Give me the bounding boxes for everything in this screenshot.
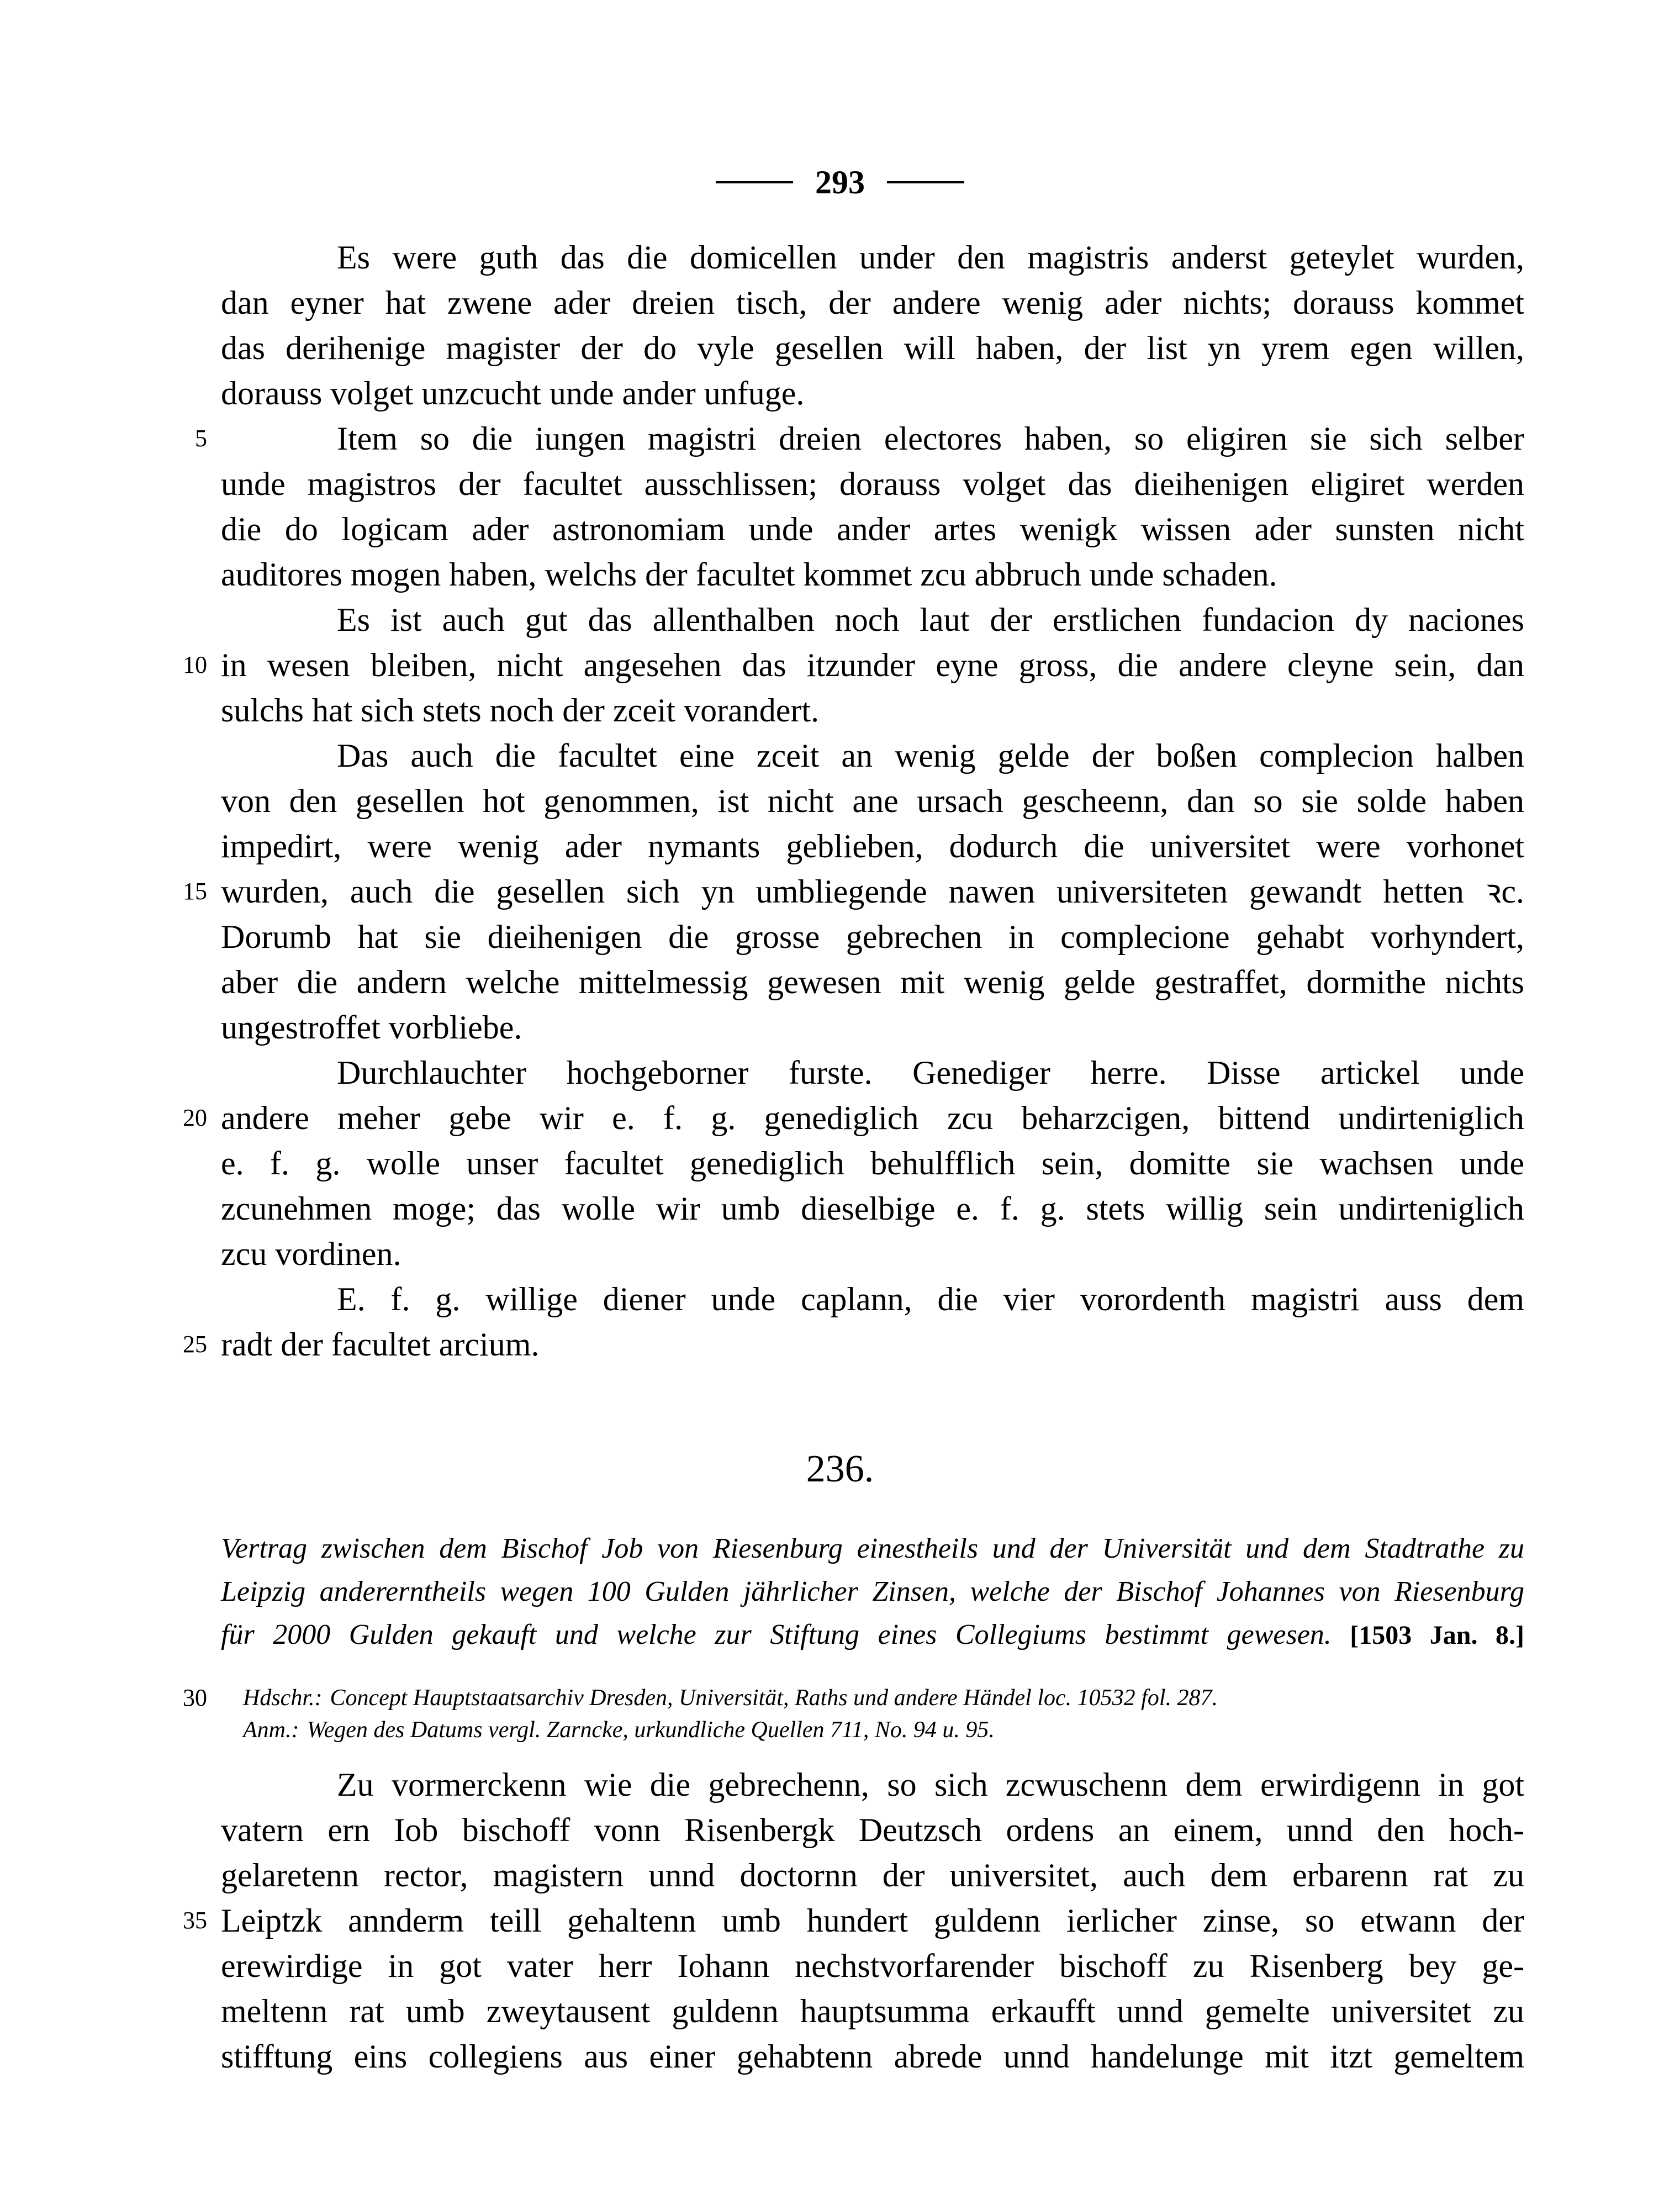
text-line <box>221 824 1524 869</box>
line-text: dorauss volget unzcucht unde ander unfuge. <box>221 375 805 412</box>
line-text: wurden, auch die gesellen sich yn umbliegende nawen universiteten gewandt hetten ꝛc. <box>221 873 1524 910</box>
document-number: 236. <box>806 1448 874 1490</box>
text-line <box>221 461 1524 507</box>
text-line <box>221 1943 1524 1988</box>
summary-line <box>221 1613 1524 1657</box>
line-text: Item so die iungen magistri dreien electores haben, so eligiren sie sich selber <box>337 420 1524 457</box>
upper-text-block <box>183 235 1524 1367</box>
text-line <box>221 1141 1524 1186</box>
line-number: 5 <box>195 425 207 452</box>
text-line <box>183 1898 1524 1943</box>
summary-date: [1503 Jan. 8.] <box>1350 1621 1524 1650</box>
header-rule-right <box>887 181 964 183</box>
document-summary <box>221 1527 1524 1657</box>
line-number: 30 <box>183 1684 207 1711</box>
text-line <box>183 1095 1524 1141</box>
line-text: Dorumb hat sie dieihenigen die grosse gebrechen in complecione gehabt vorhyndert, <box>221 919 1524 955</box>
line-text: stifftung eins collegiens aus einer gehabtenn abrede unnd handelunge mit itzt gemeltem <box>221 2038 1524 2075</box>
text-line <box>195 416 1524 461</box>
line-text: Durchlauchter hochgeborner furste. Genediger herre. Disse artickel unde <box>337 1054 1524 1091</box>
text-line <box>221 1186 1524 1231</box>
line-text: sulchs hat sich stets noch der zceit vorandert. <box>221 692 819 729</box>
source-line-hdschr <box>183 1682 1513 1714</box>
text-line <box>221 280 1524 325</box>
text-line <box>221 688 1524 733</box>
line-number: 35 <box>183 1907 207 1934</box>
line-text: meltenn rat umb zweytausent guldenn hauptsumma erkaufft unnd gemelte universitet zu <box>221 1993 1524 2029</box>
line-text: ungestroffet vorbliebe. <box>221 1009 522 1046</box>
text-line <box>221 1050 1524 1095</box>
line-text: auditores mogen haben, welchs der facultet kommet zcu abbruch unde schaden. <box>221 556 1277 593</box>
line-text: in wesen bleiben, nicht angesehen das itzunder eyne gross, die andere cleyne sein, dan <box>221 647 1524 683</box>
hdschr-text: Concept Hauptstaatsarchiv Dresden, Universität, Raths und andere Händel loc. 10532 fol. 287. <box>330 1685 1218 1711</box>
summary-line: Vertrag zwischen dem Bischof Job von Riesenburg einestheils und der Universität und dem Stadtrathe zu <box>221 1533 1524 1564</box>
line-text: zcu vordinen. <box>221 1236 401 1272</box>
line-text: radt der facultet arcium. <box>221 1326 540 1363</box>
line-text: impedirt, were wenig ader nymants geblieben, dodurch die universitet were vorhonet <box>221 828 1524 864</box>
line-number: 15 <box>183 878 207 905</box>
line-text: dan eyner hat zwene ader dreien tisch, der andere wenig ader nichts; dorauss kommet <box>221 284 1524 321</box>
page-header <box>0 166 1680 199</box>
summary-line-text: für 2000 Gulden gekauft und welche zur Stiftung eines Collegiums bestimmt gewesen. <box>221 1619 1332 1650</box>
line-text: das derihenige magister der do vyle gesellen will haben, der list yn yrem egen willen, <box>221 330 1524 366</box>
text-line <box>221 2034 1524 2079</box>
text-line <box>221 325 1524 371</box>
text-line <box>221 1277 1524 1322</box>
line-text: gelaretenn rector, magistern unnd doctornn der universitet, auch dem erbarenn rat zu <box>221 1857 1524 1893</box>
text-line <box>221 1005 1524 1050</box>
line-text: aber die andern welche mittelmessig gewesen mit wenig gelde gestraffet, dormithe nichts <box>221 964 1524 1000</box>
text-line <box>183 1322 1524 1367</box>
line-text: Zu vormerckenn wie die gebrechenn, so sich zcwuschenn dem erwirdigenn in got <box>337 1766 1524 1803</box>
line-text: zcunehmen moge; das wolle wir umb dieselbige e. f. g. stets willig sein undirteniglich <box>221 1190 1524 1227</box>
line-text: andere meher gebe wir e. f. g. genediglich zcu beharzcigen, bittend undirteniglich <box>221 1100 1524 1136</box>
line-text: die do logicam ader astronomiam unde ander artes wenigk wissen ader sunsten nicht <box>221 511 1524 547</box>
line-number: 20 <box>183 1104 207 1131</box>
anm-label: Anm.: <box>243 1717 299 1743</box>
text-line <box>221 1762 1524 1807</box>
line-text: erewirdige in got vater herr Iohann nechstvorfarender bischoff zu Risenberg bey ge- <box>221 1948 1524 1984</box>
text-line <box>221 959 1524 1005</box>
page-number: 293 <box>815 164 865 201</box>
source-line-anm <box>243 1714 1513 1746</box>
text-line <box>221 778 1524 824</box>
anm-text: Wegen des Datums vergl. Zarncke, urkundliche Quellen 711, No. 94 u. 95. <box>307 1717 995 1743</box>
text-line <box>221 371 1524 416</box>
lower-text-block <box>183 1762 1524 2079</box>
line-text: von den gesellen hot genommen, ist nicht ane ursach gescheenn, dan so sie solde haben <box>221 783 1524 819</box>
text-line <box>221 733 1524 778</box>
line-number: 25 <box>183 1331 207 1358</box>
text-line <box>183 642 1524 688</box>
line-number: 10 <box>183 651 207 678</box>
line-text: e. f. g. wolle unser facultet genediglich behulfflich sein, domitte sie wachsen unde <box>221 1145 1524 1181</box>
text-line <box>221 1853 1524 1898</box>
line-text: unde magistros der facultet ausschlissen; dorauss volget das dieihenigen eligiret werden <box>221 466 1524 502</box>
summary-line: Leipzig andererntheils wegen 100 Gulden jährlicher Zinsen, welche der Bischof Johannes von Riesenburg <box>221 1576 1524 1607</box>
text-line <box>221 914 1524 959</box>
text-line <box>221 1231 1524 1277</box>
hdschr-label: Hdschr.: <box>243 1685 323 1711</box>
text-line <box>183 869 1524 914</box>
line-text: Das auch die facultet eine zceit an wenig gelde der boßen complecion halben <box>337 737 1524 774</box>
line-text: Leiptzk annderm teill gehaltenn umb hundert guldenn ierlicher zinse, so etwann der <box>221 1902 1524 1939</box>
text-line <box>221 507 1524 552</box>
text-line <box>221 1988 1524 2034</box>
text-line <box>221 1807 1524 1853</box>
text-line <box>221 235 1524 280</box>
line-text: E. f. g. willige diener unde caplann, die vier vorordenth magistri auss dem <box>337 1281 1524 1317</box>
line-text: vatern ern Iob bischoff vonn Risenbergk Deutzsch ordens an einem, unnd den hoch- <box>221 1812 1524 1848</box>
line-text: Es ist auch gut das allenthalben noch laut der erstlichen fundacion dy naciones <box>337 602 1524 638</box>
header-rule-left <box>716 181 793 183</box>
source-notes <box>183 1682 1513 1746</box>
text-line <box>221 597 1524 642</box>
text-line <box>221 552 1524 597</box>
line-text: Es were guth das die domicellen under den magistris anderst geteylet wurden, <box>337 239 1524 276</box>
